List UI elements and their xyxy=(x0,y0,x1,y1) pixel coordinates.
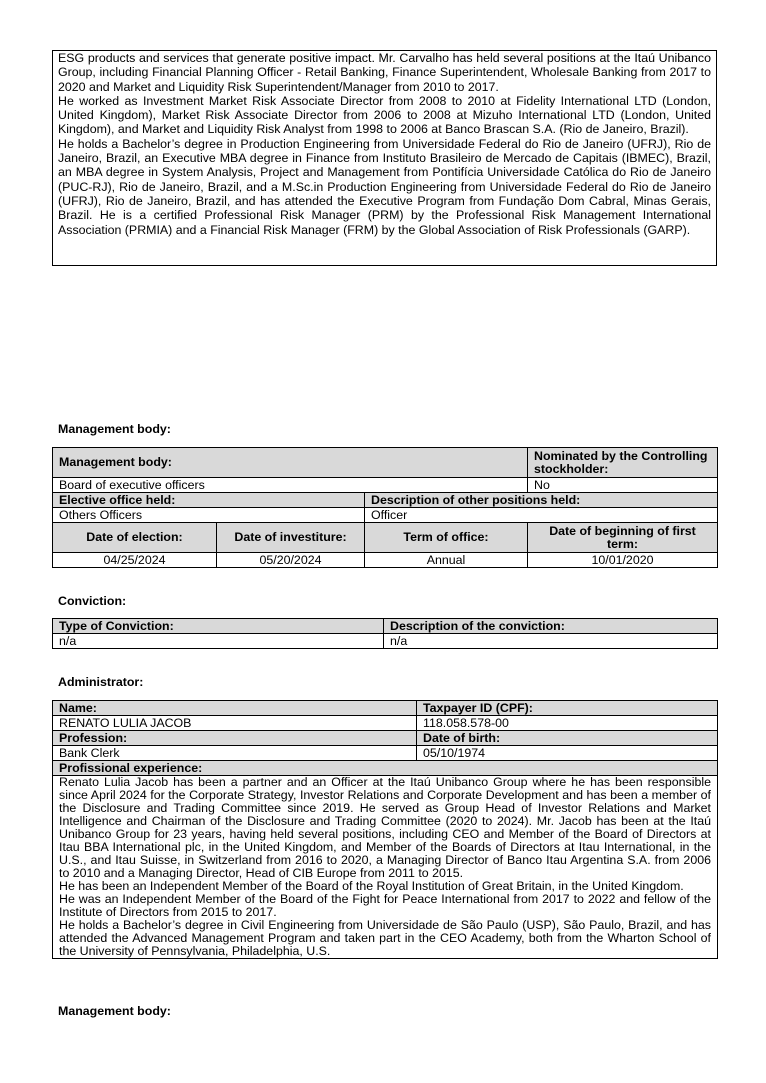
experience-paragraph: He holds a Bachelor’s degree in Production Engineering from Universidade Federal do Rio de Janeiro (UFRJ), Rio de Janeiro, Brazil, an Executive MBA degree in Finance from Instituto Brasileiro de Mercado de Capitais (IBMEC), Brazil, an MBA degree in System Analysis, Project and Management from Pontifícia Universidade Católica do Rio de Janeiro (PUC-RJ), Rio de Janeiro, Brazil, and a M.Sc.in Production Engineering from Universidade Federal do Rio de Janeiro (UFRJ), Rio de Janeiro, Brazil, and has attended the Executive Program from Fundação Dom Cabral, Minas Gerais, Brazil. He is a certified Professional Risk Manager (PRM) by the Professional Risk Management International Association (PRMIA) and a Financial Risk Manager (FRM) by the Global Association of Risk Professionals (GARP). xyxy=(58,136,711,237)
experience-paragraph: He has been an Independent Member of the Board of the Royal Institution of Great Britain, in the United Kingdom. xyxy=(59,879,684,893)
experience-paragraph: He holds a Bachelor’s degree in Civil Engineering from Universidade de São Paulo (USP), São Paulo, Brazil, and has attended the Advanced Management Program and taken part in the CEO Academy, both from the Wharton School of the University of Pennsylvania, Philadelphia, U.S. xyxy=(59,918,711,958)
nominated-label: Nominated by the Controlling stockholder: xyxy=(528,448,718,478)
term-of-office-label: Term of office: xyxy=(365,523,528,553)
conviction-table xyxy=(52,618,718,649)
management-body-value: Board of executive officers xyxy=(53,478,528,493)
cpf-value: 118.058.578-00 xyxy=(417,716,718,731)
elective-office-value: Others Officers xyxy=(53,508,365,523)
other-positions-label: Description of other positions held: xyxy=(365,493,718,508)
date-of-birth-label: Date of birth: xyxy=(417,731,718,746)
elective-office-label: Elective office held: xyxy=(53,493,365,508)
nominated-value: No xyxy=(528,478,718,493)
previous-experience-box xyxy=(52,50,717,266)
investiture-date-value: 05/20/2024 xyxy=(217,553,365,568)
administrator-heading: Administrator: xyxy=(58,675,144,689)
management-body-heading: Management body: xyxy=(58,422,171,436)
date-of-birth-value: 05/10/1974 xyxy=(417,746,718,761)
management-body-table xyxy=(52,447,718,568)
administrator-table xyxy=(52,700,718,959)
management-body-label: Management body: xyxy=(53,448,528,478)
name-value: RENATO LULIA JACOB xyxy=(53,716,417,731)
conviction-type-value: n/a xyxy=(53,634,384,649)
professional-experience-label: Profissional experience: xyxy=(53,761,718,776)
profession-value: Bank Clerk xyxy=(53,746,417,761)
name-label: Name: xyxy=(53,701,417,716)
conviction-heading: Conviction: xyxy=(58,594,127,608)
conviction-description-value: n/a xyxy=(384,634,718,649)
term-of-office-value: Annual xyxy=(365,553,528,568)
experience-paragraph: He worked as Investment Market Risk Associate Director from 2008 to 2010 at Fidelity International LTD (London, United Kingdom), Market Risk Associate Director from 2006 to 2008 at Mizuho International LTD (London, United Kingdom), and Market and Liquidity Risk Analyst from 1998 to 2006 at Banco Brascan S.A. (Rio de Janeiro, Brazil). xyxy=(58,93,711,137)
investiture-date-label: Date of investiture: xyxy=(217,523,365,553)
cpf-label: Taxpayer ID (CPF): xyxy=(417,701,718,716)
election-date-label: Date of election: xyxy=(53,523,217,553)
experience-paragraph: Renato Lulia Jacob has been a partner and an Officer at the Itaú Unibanco Group where he has been responsible since April 2024 for the Corporate Strategy, Investor Relations and Corporate Development and has been a member of the Disclosure and Trading Committee since 2019. He served as Group Head of Investor Relations and Market Intelligence and Chairman of the Disclosure and Trading Committee (2020 to 2024). Mr. Jacob has been at the Itaú Unibanco Group for 23 years, having held several positions, including CEO and Member of the Board of Directors at Itau BBA International plc, in the United Kingdom, and Member of the Boards of Directors at Itau International, in the U.S., and Itau Suisse, in Switzerland from 2016 to 2020, a Managing Director of Banco Itau Argentina S.A. from 2006 to 2010 and a Managing Director, Head of CIB Europe from 2011 to 2015. xyxy=(59,775,711,880)
first-term-date-value: 10/01/2020 xyxy=(528,553,718,568)
other-positions-value: Officer xyxy=(365,508,718,523)
management-body-heading-2: Management body: xyxy=(58,1004,171,1018)
experience-paragraph: ESG products and services that generate positive impact. Mr. Carvalho has held several positions at the Itaú Unibanco Group, including Financial Planning Officer - Retail Banking, Finance Superintendent, Wholesale Banking from 2017 to 2020 and Market and Liquidity Risk Superintendent/Manager from 2010 to 2017. xyxy=(58,51,711,94)
profession-label: Profession: xyxy=(53,731,417,746)
election-date-value: 04/25/2024 xyxy=(53,553,217,568)
professional-experience-text xyxy=(53,776,718,959)
first-term-date-label: Date of beginning of first term: xyxy=(528,523,718,553)
experience-paragraph: He was an Independent Member of the Board of the Fight for Peace International from 2017 to 2022 and fellow of the Institute of Directors from 2015 to 2017. xyxy=(59,892,711,919)
conviction-type-label: Type of Conviction: xyxy=(53,619,384,634)
conviction-description-label: Description of the conviction: xyxy=(384,619,718,634)
